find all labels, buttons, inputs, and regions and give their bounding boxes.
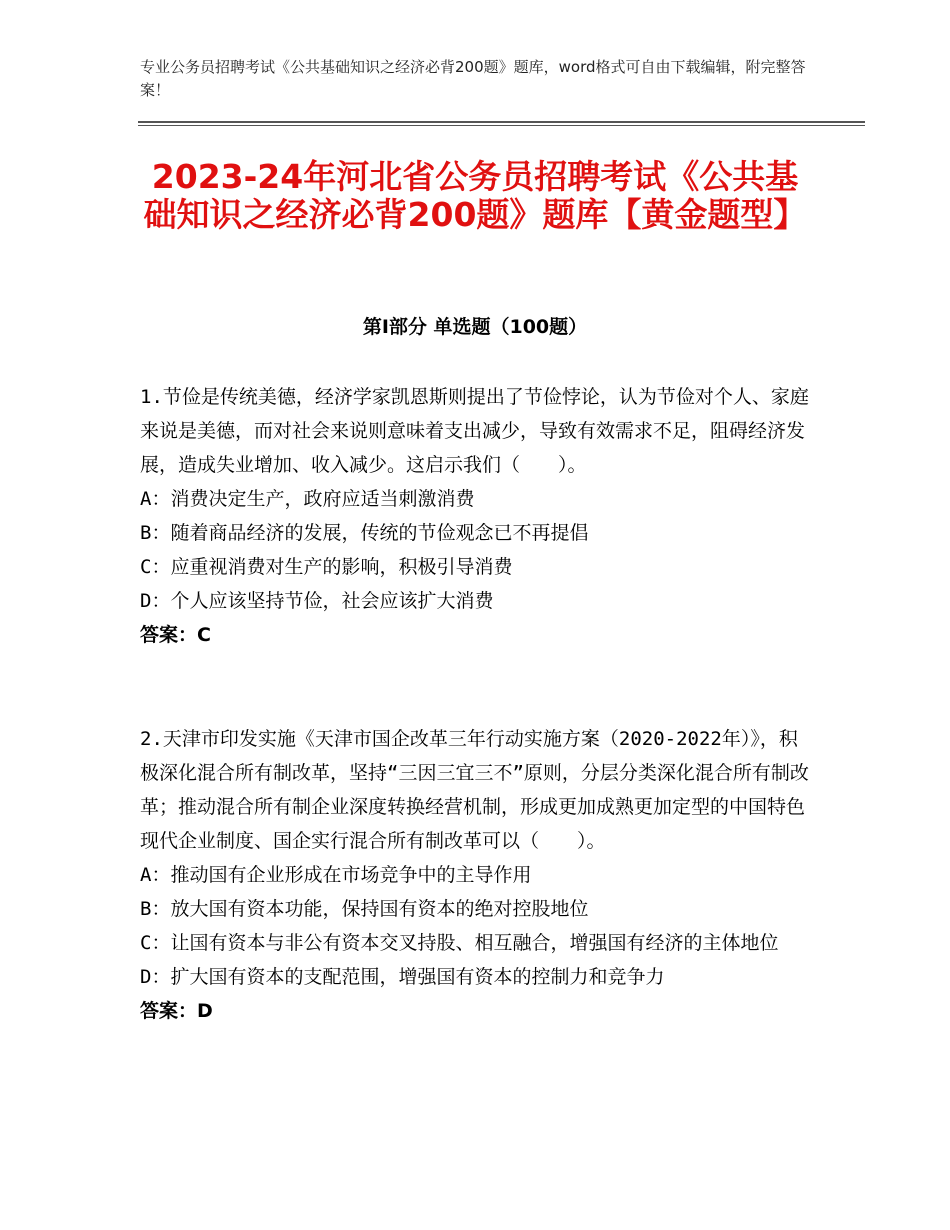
question-stem: 1.节俭是传统美德，经济学家凯恩斯则提出了节俭悖论，认为节俭对个人、家庭来说是美德，而对社会来说则意味着支出减少，导致有效需求不足，阻碍经济发展，造成失业增加、收入减少。这启示我们（ ）。 — [140, 386, 809, 476]
option-d: D：个人应该坚持节俭，社会应该扩大消费 — [140, 590, 494, 612]
option-c: C：让国有资本与非公有资本交叉持股、相互融合，增强国有经济的主体地位 — [140, 932, 779, 954]
question-block — [140, 380, 812, 652]
option-d: D：扩大国有资本的支配范围，增强国有资本的控制力和竞争力 — [140, 966, 665, 988]
answer-label: 答案：C — [140, 624, 211, 646]
option-b: B：随着商品经济的发展，传统的节俭观念已不再提倡 — [140, 522, 589, 544]
question-block — [140, 722, 812, 1028]
answer-label: 答案：D — [140, 1000, 213, 1022]
option-b: B：放大国有资本功能，保持国有资本的绝对控股地位 — [140, 898, 589, 920]
document-title: 2023-24年河北省公务员招聘考试《公共基础知识之经济必背200题》题库【黄金题型】 — [143, 157, 807, 234]
option-a: A：推动国有企业形成在市场竞争中的主导作用 — [140, 864, 532, 886]
section-title: 第Ⅰ部分 单选题（100题） — [362, 316, 588, 338]
option-c: C：应重视消费对生产的影响，积极引导消费 — [140, 556, 513, 578]
header-divider-thick — [138, 121, 865, 123]
question-stem: 2.天津市印发实施《天津市国企改革三年行动实施方案（2020-2022年）》，积极深化混合所有制改革，坚持“三因三宜三不”原则，分层分类深化混合所有制改革；推动混合所有制企业深度转换经营机制，形成更加成熟更加定型的中国特色现代企业制度、国企实行混合所有制改革可以（ ）。 — [140, 728, 809, 852]
header-note: 专业公务员招聘考试《公共基础知识之经济必背200题》题库，word格式可自由下载编辑，附完整答案！ — [140, 58, 806, 99]
option-a: A：消费决定生产，政府应适当刺激消费 — [140, 488, 475, 510]
header-divider-thin — [138, 125, 865, 126]
